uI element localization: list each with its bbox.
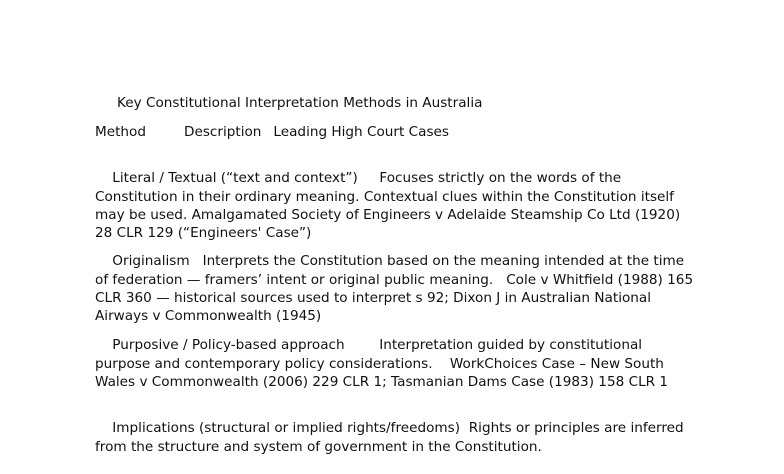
table-header xyxy=(95,123,449,141)
row-cases: WorkChoices Case – New South Wales v Commonwealth (2006) 229 CLR 1; Tasmanian Dams Case (1983) 158 CLR 1 xyxy=(95,355,669,390)
header-cases: Leading High Court Cases xyxy=(273,124,449,140)
row-description: Rights or principles are inferred from the structure and system of government in the Constitution. xyxy=(95,420,688,455)
header-method: Method xyxy=(95,124,146,140)
row-method: Implications (structural or implied rights/freedoms) xyxy=(112,420,461,437)
row-method: Purposive / Policy-based approach xyxy=(112,337,345,354)
row-method: Originalism xyxy=(112,253,190,270)
row-cases: Amalgamated Society of Engineers v Adelaide Steamship Co Ltd (1920) 28 CLR 129 (“Engineers' Case”) xyxy=(95,206,685,242)
document-title: Key Constitutional Interpretation Methods in Australia xyxy=(117,95,483,111)
header-description: Description xyxy=(183,124,262,140)
row-description: Interprets the Constitution based on the meaning intended at the time of federation — framers’ intent or original public meaning. xyxy=(95,253,689,288)
table-row xyxy=(95,318,695,409)
row-cases: Cole v Whitfield (1988) 165 CLR 360 — historical sources used to interpret s 92; Dixon J in Australian National Airways v Commonwealth (1945) xyxy=(95,271,698,325)
table-row xyxy=(95,401,695,474)
row-description: Focuses strictly on the words of the Constitution in their ordinary meaning. Contextual clues within the Constitution itself may be used. xyxy=(95,170,679,223)
row-method: Literal / Textual (“text and context”) xyxy=(112,170,358,187)
row-description: Interpretation guided by constitutional purpose and contemporary policy considerations. xyxy=(95,337,647,372)
